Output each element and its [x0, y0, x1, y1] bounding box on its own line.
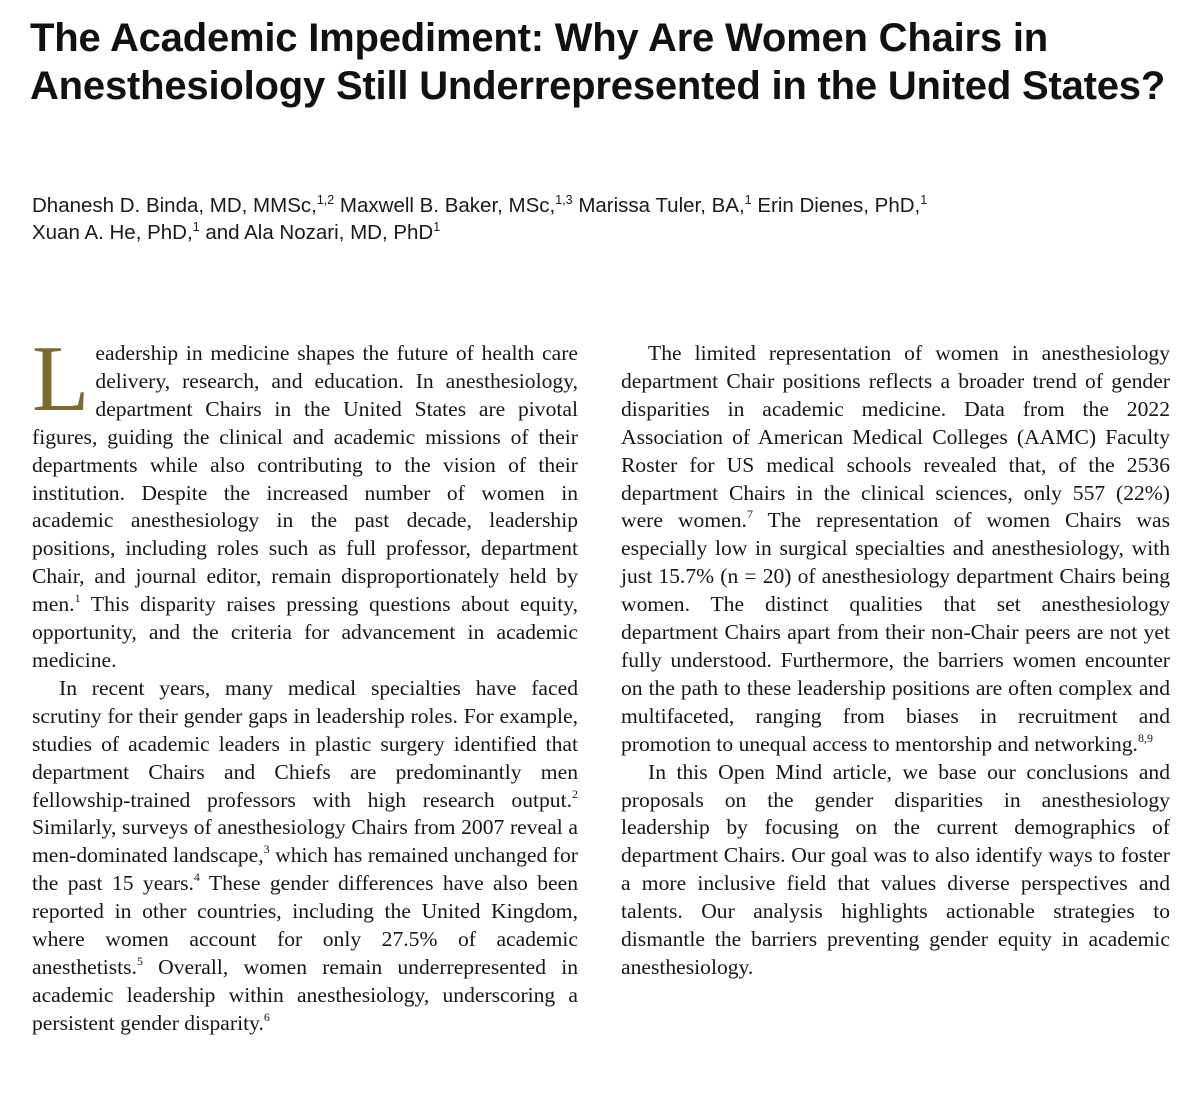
- paragraph-text: The representation of women Chairs was especially low in surgical specialties and anesthesiology, with just 15.7% (n = 20) of anesthesiology department Chairs being women. The distinct qualities that set anesthesiology department Chairs apart from their non-Chair peers are not yet fully understood. Furthermore, the barriers women encounter on the path to these leadership positions are often complex and multifaceted, ranging from biases in recruitment and promotion to unequal access to mentorship and networking.: [621, 508, 1170, 756]
- reference-marker: 4: [193, 870, 200, 885]
- paragraph-text: eadership in medicine shapes the future of health care delivery, research, and education. In anesthesiology, department Chairs in the United States are pivotal figures, guiding the clinical and academic missions of their departments while also contributing to the vision of their institution. Despite the increased number of women in academic anesthesiology in the past decade, leadership positions, including roles such as full professor, department Chair, and journal editor, remain disproportionately held by men.: [32, 341, 578, 617]
- affiliation-marker: 1: [920, 193, 928, 207]
- reference-marker: 2: [572, 786, 578, 801]
- author-name: Xuan A. He, PhD,: [32, 221, 193, 244]
- affiliation-marker: 1,2: [316, 193, 335, 207]
- right-column: [621, 340, 1170, 982]
- reference-marker: 8,9: [1137, 730, 1153, 745]
- paragraph-text: The limited representation of women in anesthesiology department Chair positions reflects a broader trend of gender disparities in academic medicine. Data from the 2022 Association of American Medical Colleges (AAMC) Faculty Roster for US medical schools revealed that, of the 2536 department Chairs in the clinical sciences, only 557 (22%) were women.: [621, 341, 1170, 533]
- paragraph-text: Similarly, surveys of anesthesiology Chairs from 2007 reveal a men-dominated landscape,: [32, 815, 578, 868]
- affiliation-marker: 1: [433, 220, 441, 234]
- author-list: [32, 192, 1172, 246]
- affiliation-marker: 1,3: [555, 193, 573, 207]
- author-name: and Ala Nozari, MD, PhD: [205, 221, 434, 244]
- body-paragraph-2: [32, 675, 578, 1038]
- paragraph-text: Overall, women remain underrepresented in academic leadership within anesthesiology, underscoring a persistent gender disparity.: [32, 954, 578, 1035]
- affiliation-marker: 1: [744, 193, 752, 207]
- reference-marker: 1: [74, 591, 81, 606]
- body-paragraph-3: [621, 340, 1170, 759]
- paragraph-text: which has remained unchanged for the past 15 years.: [32, 843, 578, 896]
- drop-cap: L: [32, 327, 90, 431]
- body-paragraph-1: [32, 327, 578, 675]
- author-name: Erin Dienes, PhD,: [757, 194, 921, 217]
- body-paragraph-4: In this Open Mind article, we base our conclusions and proposals on the gender disparities in anesthesiology leadership by focusing on the current demographics of department Chairs. Our goal was to also identify ways to foster a more inclusive field that values diverse perspectives and talents. Our analysis highlights actionable strategies to dismantle the barriers preventing gender equity in academic anesthesiology.: [621, 759, 1170, 979]
- paragraph-text: These gender differences have also been reported in other countries, including the United Kingdom, where women account for only 27.5% of academic anesthetists.: [32, 871, 578, 979]
- paragraph-text: This disparity raises pressing questions about equity, opportunity, and the criteria for advancement in academic medicine.: [32, 592, 578, 672]
- left-column: [32, 327, 578, 1038]
- reference-marker: 3: [263, 842, 270, 857]
- paragraph-text: In recent years, many medical specialties have faced scrutiny for their gender gaps in leadership roles. For example, studies of academic leaders in plastic surgery identified that department Chairs and Chiefs are predominantly men fellowship-trained professors with high research output.: [32, 675, 578, 812]
- article-title: The Academic Impediment: Why Are Women Chairs in Anesthesiology Still Underrepresented in the United States?: [30, 16, 1166, 108]
- author-name: Marissa Tuler, BA,: [578, 194, 745, 217]
- reference-marker: 5: [136, 953, 143, 968]
- reference-marker: 7: [746, 507, 753, 522]
- author-name: Dhanesh D. Binda, MD, MMSc,: [32, 194, 317, 217]
- affiliation-marker: 1: [192, 220, 200, 234]
- author-name: Maxwell B. Baker, MSc,: [339, 194, 556, 217]
- reference-marker: 6: [263, 1009, 270, 1024]
